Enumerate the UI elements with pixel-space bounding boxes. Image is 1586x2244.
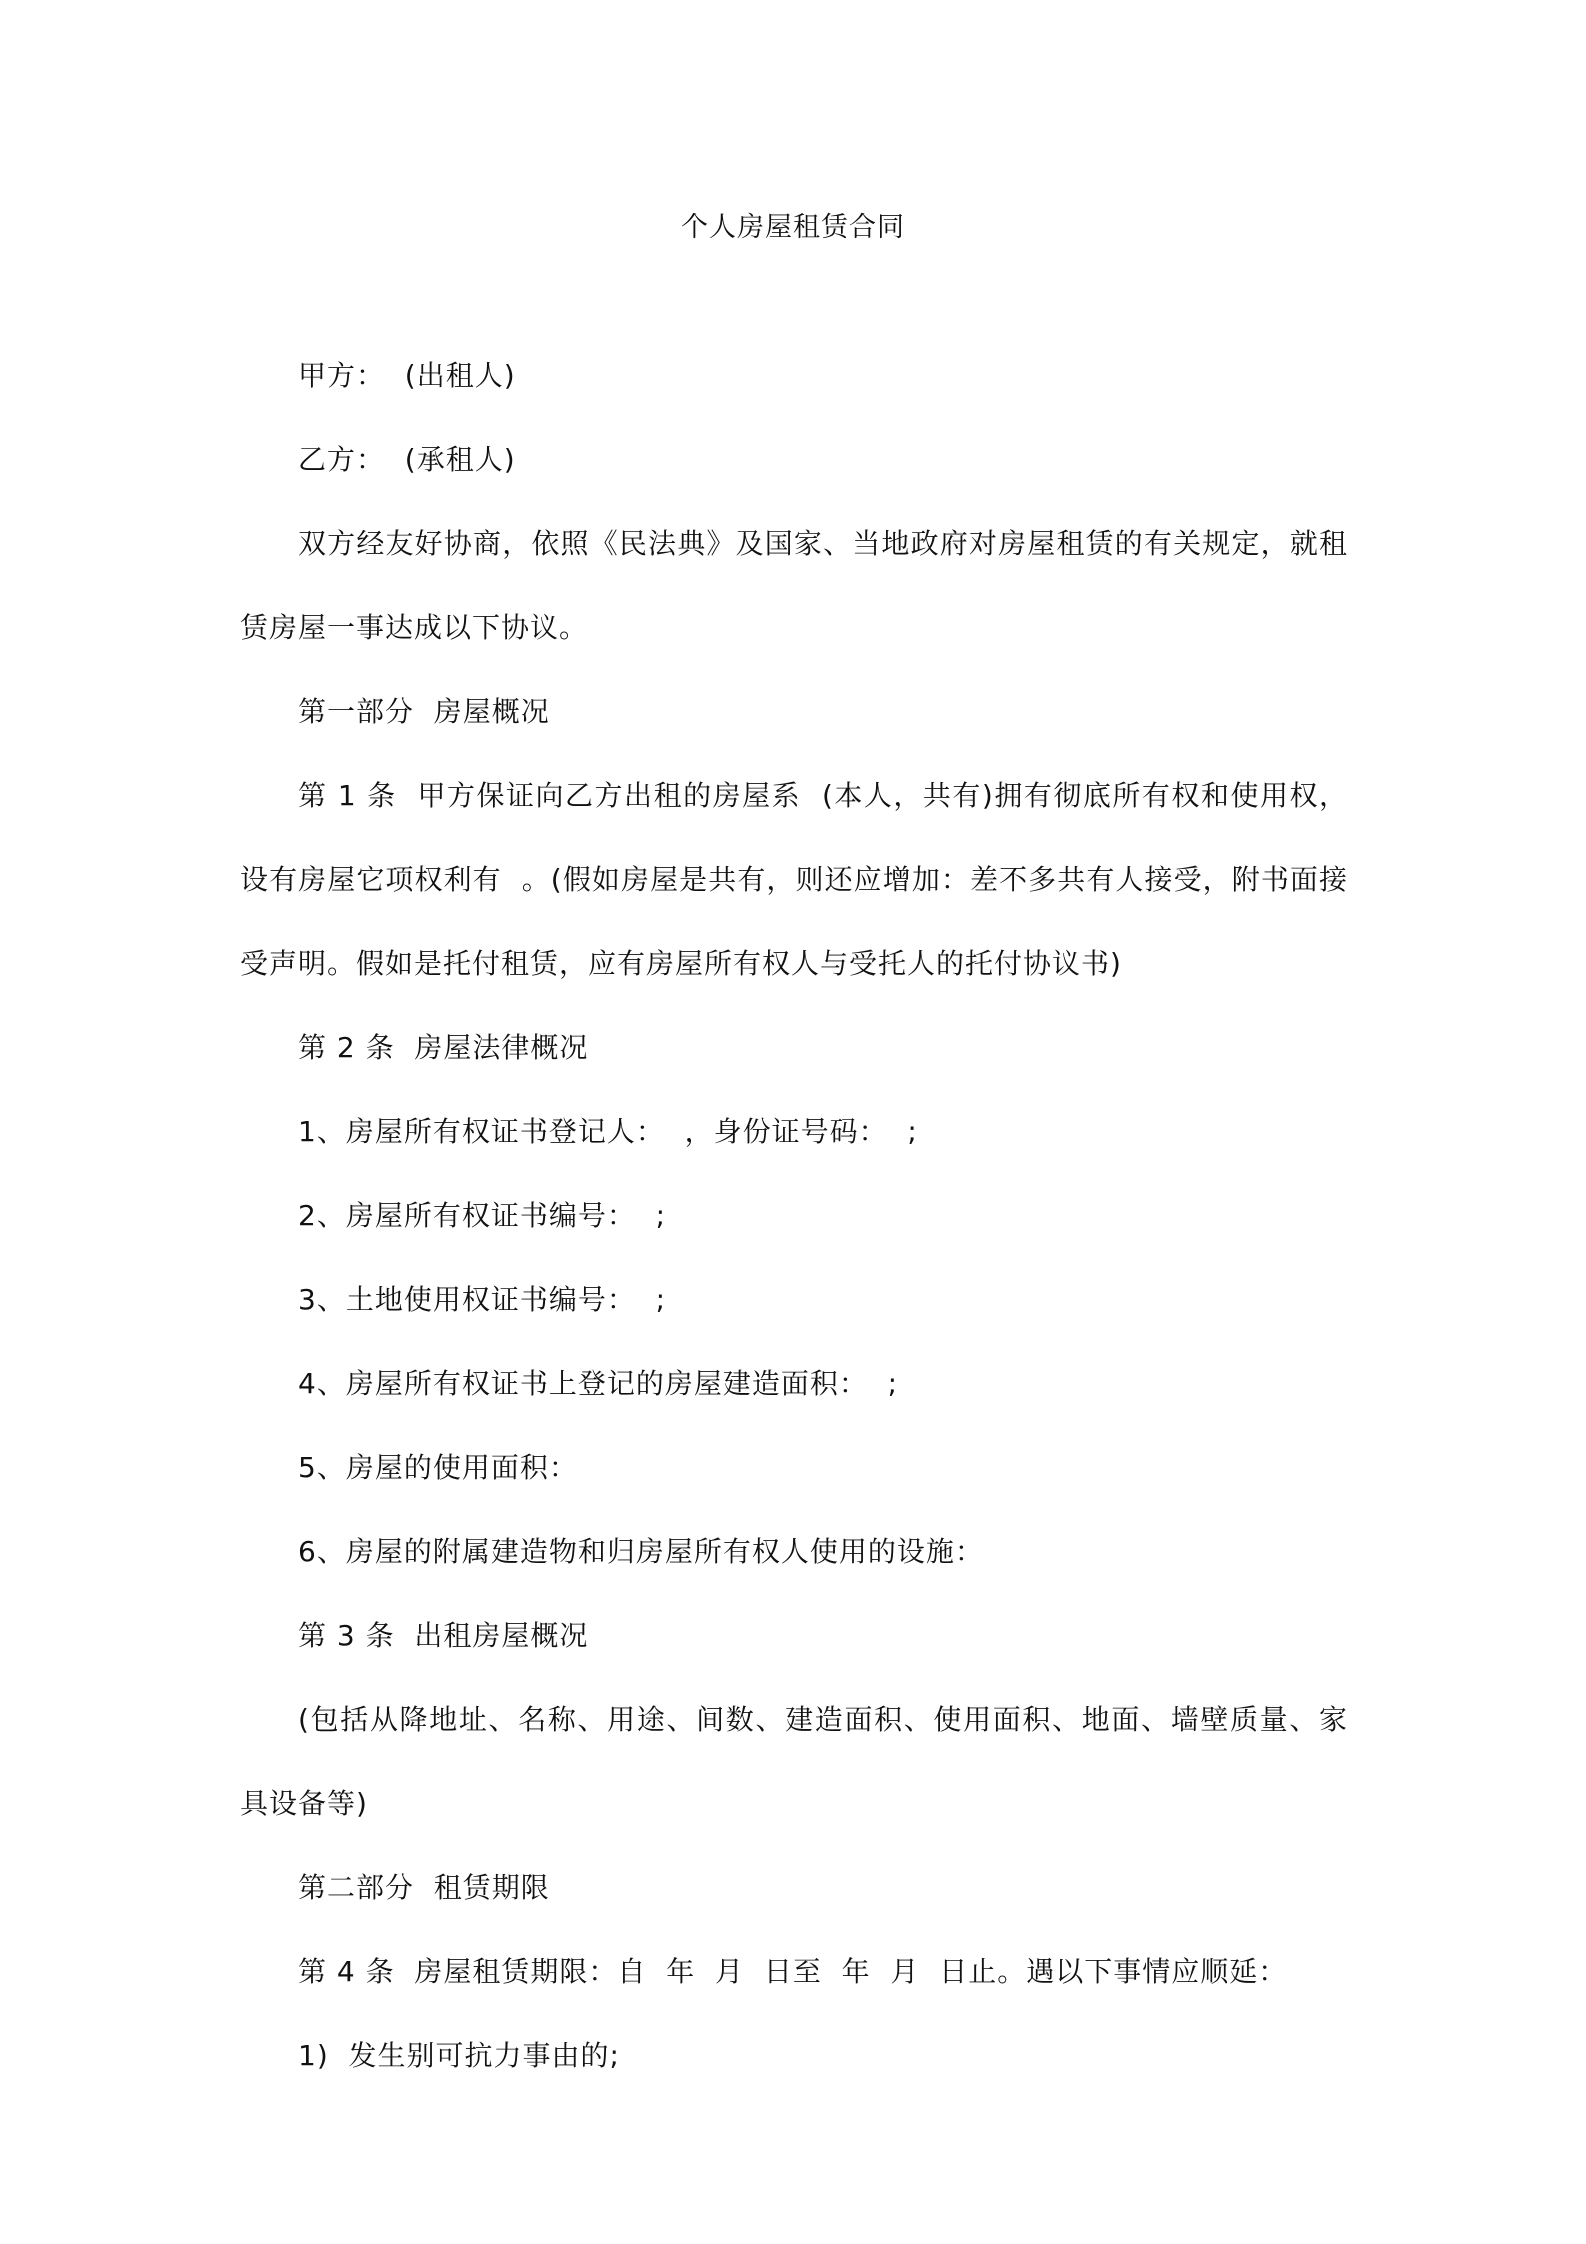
list-item: 6、房屋的附属建造物和归房屋所有权人使用的设施： xyxy=(298,1535,984,1568)
party-b-line: 乙方： (承租人) xyxy=(298,443,516,476)
article-2-heading: 第 2 条 房屋法律概况 xyxy=(298,1031,589,1064)
part-two-heading: 第二部分 租赁期限 xyxy=(298,1871,550,1904)
document-body xyxy=(240,334,1348,2098)
article-4-paragraph: 第 4 条 房屋租赁期限：自 年 月 日至 年 月 日止。遇以下事情应顺延： xyxy=(298,1955,1288,1988)
list-item: 1、房屋所有权证书登记人： ，身份证号码： ; xyxy=(298,1115,918,1148)
preamble-paragraph: 双方经友好协商，依照《民法典》及国家、当地政府对房屋租赁的有关规定，就租赁房屋一事达成以下协议。 xyxy=(240,527,1348,644)
list-item: 3、土地使用权证书编号： ; xyxy=(298,1283,667,1316)
article-3-paragraph: (包括从降地址、名称、用途、间数、建造面积、使用面积、地面、墙壁质量、家具设备等) xyxy=(240,1703,1348,1820)
party-a-line: 甲方： (出租人) xyxy=(298,359,516,392)
article-3-heading: 第 3 条 出租房屋概况 xyxy=(298,1619,589,1652)
article-1-paragraph: 第 1 条 甲方保证向乙方出租的房屋系 (本人，共有)拥有彻底所有权和使用权，设有房屋它项权利有 。(假如房屋是共有，则还应增加：差不多共有人接受，附书面接受声明。假如是托付租赁，应有房屋所有权人与受托人的托付协议书) xyxy=(240,779,1348,980)
list-item: 4、房屋所有权证书上登记的房屋建造面积： ; xyxy=(298,1367,899,1400)
document-title: 个人房屋租赁合同 xyxy=(681,212,905,243)
list-item: 5、房屋的使用面积： xyxy=(298,1451,578,1484)
list-item: 2、房屋所有权证书编号： ; xyxy=(298,1199,667,1232)
list-item: 1) 发生别可抗力事由的; xyxy=(298,2039,620,2072)
part-one-heading: 第一部分 房屋概况 xyxy=(298,695,550,728)
